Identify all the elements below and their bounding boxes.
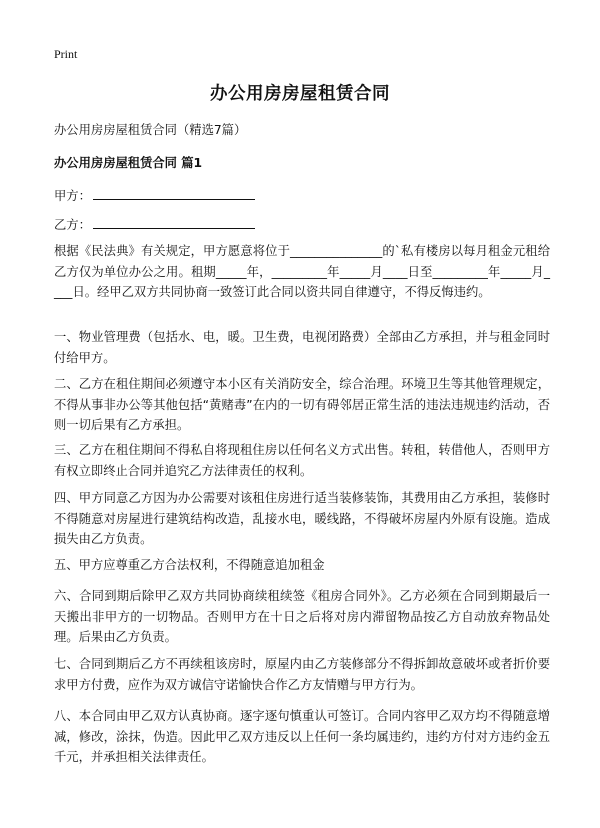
paragraph-clause-6: 六、合同到期后除甲乙双方共同协商续租续签《租房合同外》。乙方必须在合同到期最后一天搬出非甲方的一切物品。否则甲方在十日之后将对房内滞留物品按乙方自动放弃物品处理。后果由乙方负责。 [54,589,550,644]
party-b-blank-line [93,215,255,229]
document-title: 办公用房房屋租赁合同 [210,84,390,104]
party-a-row [54,186,255,204]
paragraph-clause-7: 七、合同到期后乙方不再续租该房时，原屋内由乙方装修部分不得拆卸故意破坏或者折价要求甲方付费，应作为双方诚信守诺愉快合作乙方友情赠与甲方行为。 [54,657,550,692]
paragraph-preamble: 根据《民法典》有关规定，甲方愿意将位于_______________的`私有楼房以每月租金元租给乙方仅为单位办公之用。租期_____年，_________年_____月____日至_________年_____月____日。经甲乙双方共同协商一致签订此合同以资共同自律遵守，不得反悔违约。 [54,244,550,299]
paragraph-clause-8: 八、本合同由甲乙双方认真协商。逐字逐句慎重认可签订。合同内容甲乙双方均不得随意增减，修改，涂抹，伪造。因此甲乙双方违反以上任何一条均属违约，违约方付对方违约金五千元，并承担相关法律责任。 [54,709,550,764]
party-a-label: 甲方： [54,189,91,203]
party-b-row [54,215,255,233]
party-b-label: 乙方： [54,218,91,232]
paragraph-clause-2: 二、乙方在租住期间必须遵守本小区有关消防安全，综合治理。环境卫生等其他管理规定，不得从事非办公等其他包括“黄赌毒”在内的一切有碍邻居正常生活的违法违规违约活动，否则一切后果有乙方承担。 [54,377,550,432]
paragraph-clause-1: 一、物业管理费（包括水、电，暖。卫生费，电视闭路费）全部由乙方承担，并与租金同时付给甲方。 [54,330,550,365]
party-a-blank-line [93,186,255,200]
section-heading: 办公用房房屋租赁合同 篇1 [54,156,203,170]
paragraph-clause-4: 四、甲方同意乙方因为办公需要对该租住房进行适当装修装饰，其费用由乙方承担，装修时不得随意对房屋进行建筑结构改造，乱接水电，暖线路，不得破坏房屋内外原有设施。造成损失由乙方负责。 [54,491,550,546]
paragraph-clause-3: 三、乙方在租住期间不得私自将现租住房以任何名义方式出售。转租，转借他人，否则甲方有权立即终止合同并追究乙方法律责任的权利。 [54,443,550,478]
print-link[interactable]: Print [54,47,78,61]
paragraph-clause-5: 五、甲方应尊重乙方合法权利，不得随意追加租金 [54,558,325,572]
document-subtitle: 办公用房房屋租赁合同（精选7篇） [54,123,247,137]
